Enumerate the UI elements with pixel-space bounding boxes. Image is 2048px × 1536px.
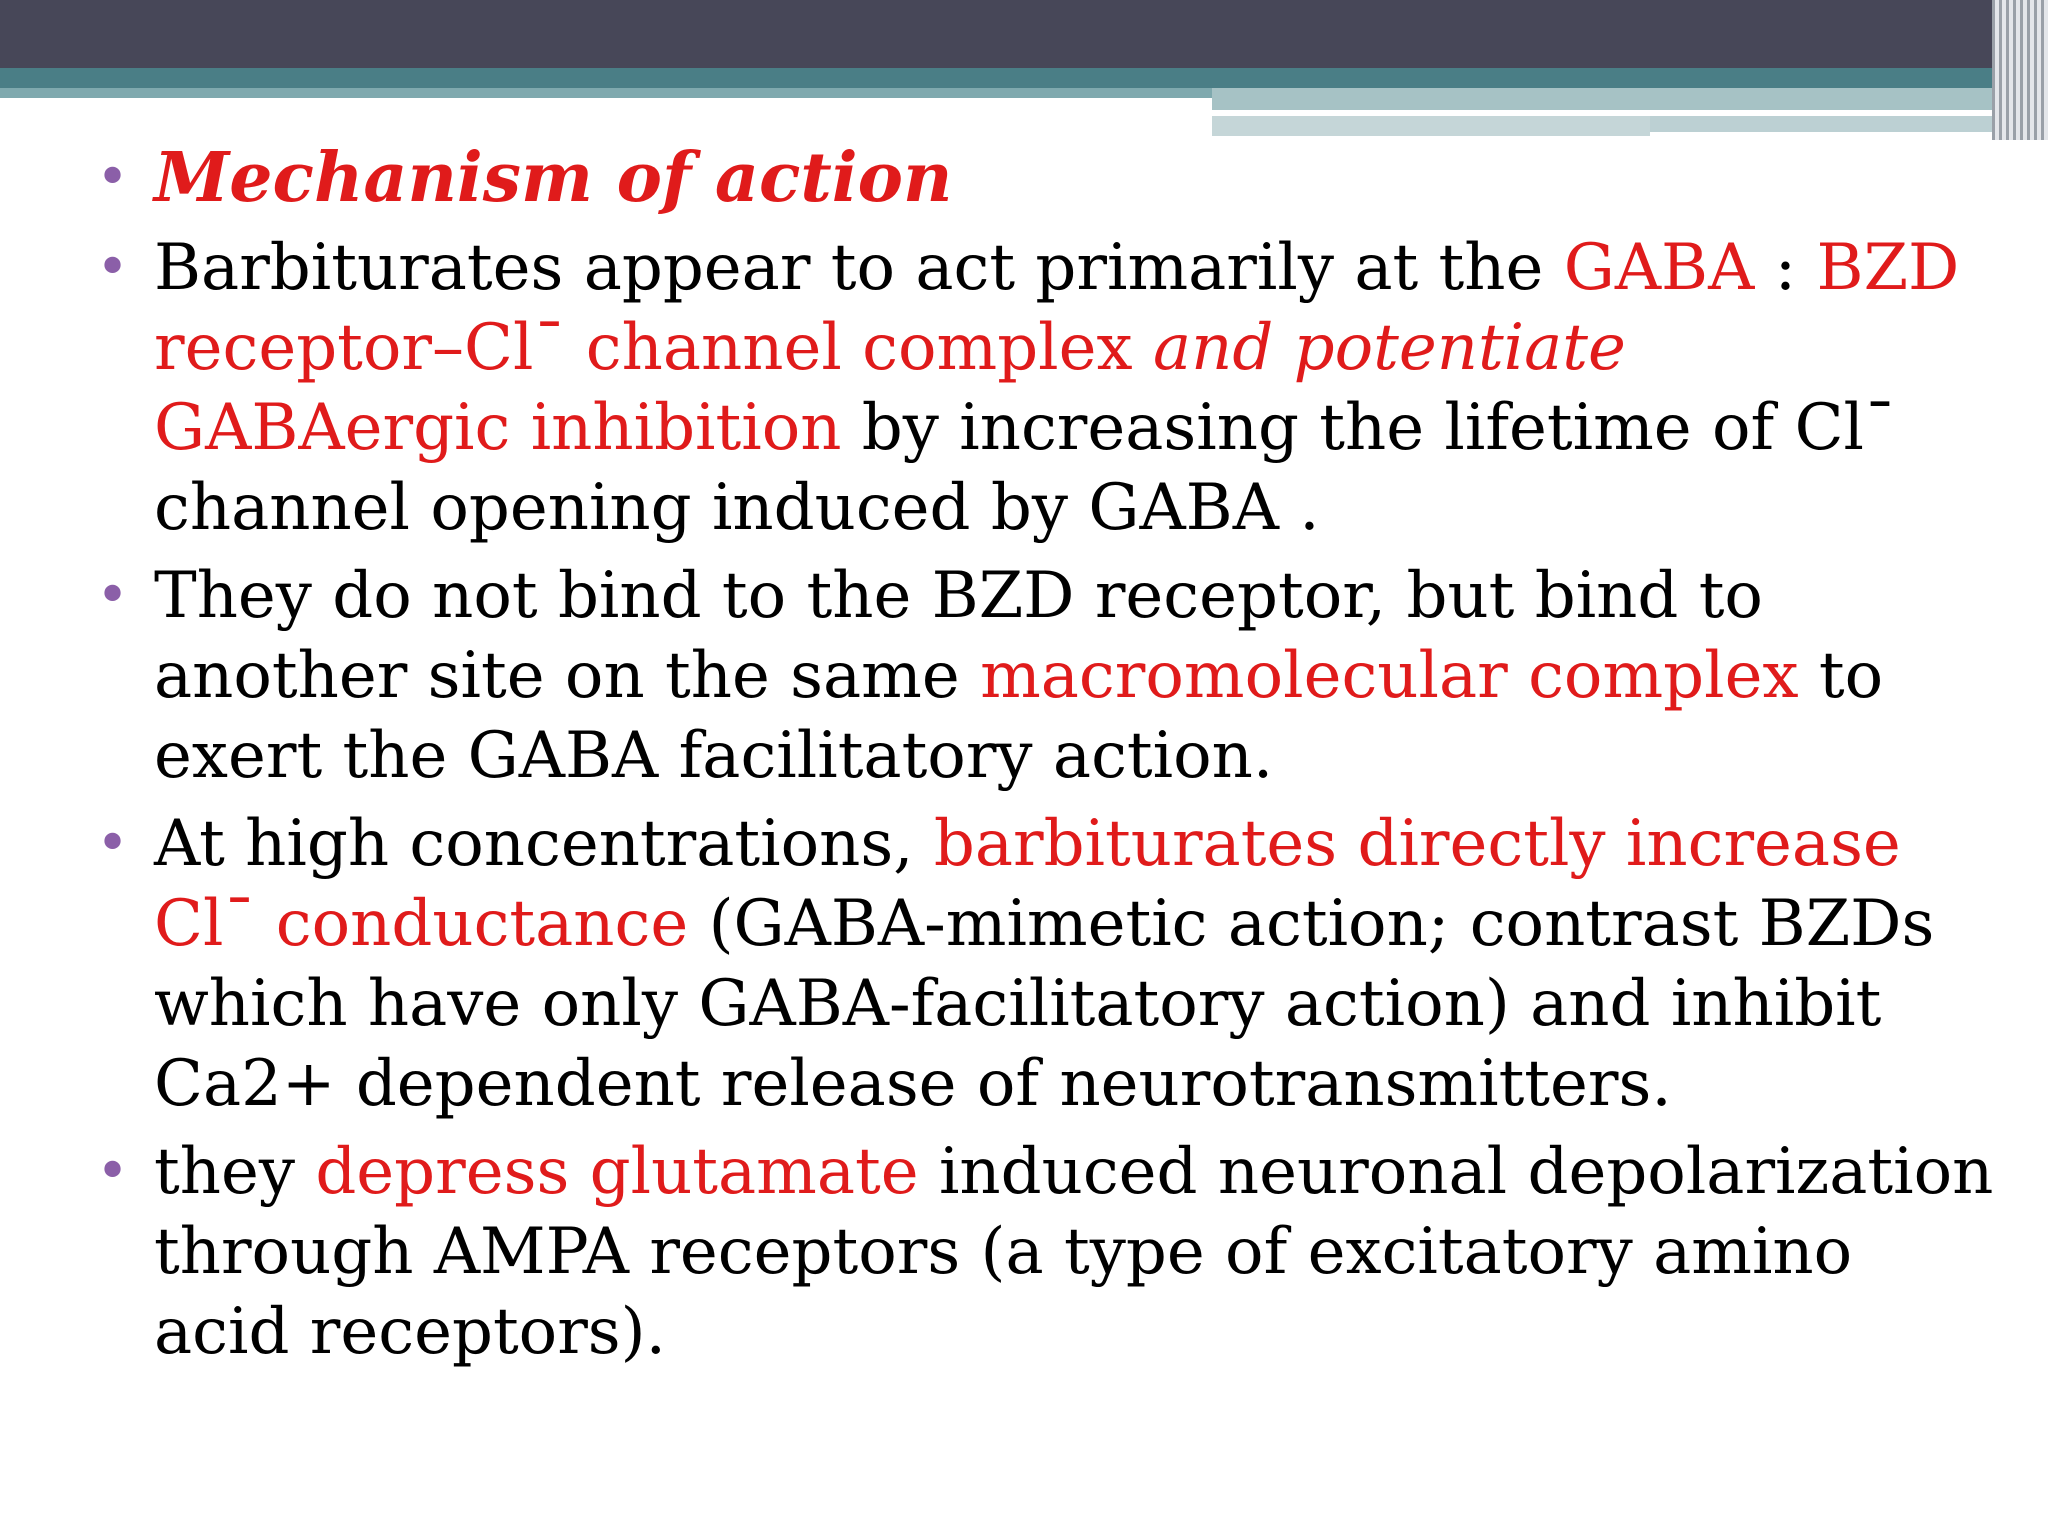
header-bar-right-lower <box>1212 116 1650 136</box>
bullet-item-mechanism <box>96 228 1996 548</box>
bullet-icon: • <box>96 145 130 210</box>
header-bar-dark <box>0 0 2048 68</box>
bullet-text: they <box>154 1135 316 1209</box>
bullet-icon: • <box>96 235 130 300</box>
bullet-text: : <box>1754 231 1817 305</box>
bullet-text: by increasing the lifetime of Cl¯ channel opening induced by GABA . <box>154 391 1896 545</box>
slide-body <box>96 138 1996 1380</box>
highlight-text-italic: and potentiate <box>1152 311 1626 385</box>
bullet-text: Barbiturates appear to act primarily at the <box>154 231 1564 305</box>
highlight-text: macromolecular complex <box>980 639 1799 713</box>
highlight-text: BZD receptor–Cl¯ channel complex <box>154 231 1960 385</box>
bullet-item-high-concentration <box>96 804 1996 1124</box>
bullet-text: They do not bind to the BZD receptor, but bind to another site on the same <box>154 559 1763 713</box>
highlight-text: GABA <box>1563 231 1755 305</box>
bullet-icon: • <box>96 563 130 628</box>
bullet-text: (GABA-mimetic action; contrast BZDs which have only GABA-facilitatory action) and inhibit Ca2+ dependent release of neurotransmitters. <box>154 887 1935 1121</box>
header-bar-right-lower-end <box>1650 116 2048 132</box>
section-heading: Mechanism of action <box>154 138 953 218</box>
header-edge-stripes <box>1992 0 2048 140</box>
bullet-icon: • <box>96 811 130 876</box>
header-bar-right <box>1212 88 2048 110</box>
highlight-text: depress glutamate <box>315 1135 919 1209</box>
bullet-icon: • <box>96 1139 130 1204</box>
highlight-text: barbiturates directly increase Cl¯ conductance <box>154 807 1901 961</box>
bullet-item-glutamate <box>96 1132 1996 1372</box>
bullet-item-binding-site <box>96 556 1996 796</box>
header-bar-teal-light <box>0 88 1212 98</box>
bullet-text: induced neuronal depolarization through AMPA receptors (a type of excitatory amino acid receptors). <box>154 1135 1994 1369</box>
bullet-text: to exert the GABA facilitatory action. <box>154 639 1884 793</box>
bullet-text: At high concentrations, <box>154 807 934 881</box>
bullet-item-heading <box>96 138 1996 220</box>
header-bar-teal <box>0 68 2048 88</box>
highlight-text: GABAergic inhibition <box>154 391 842 465</box>
